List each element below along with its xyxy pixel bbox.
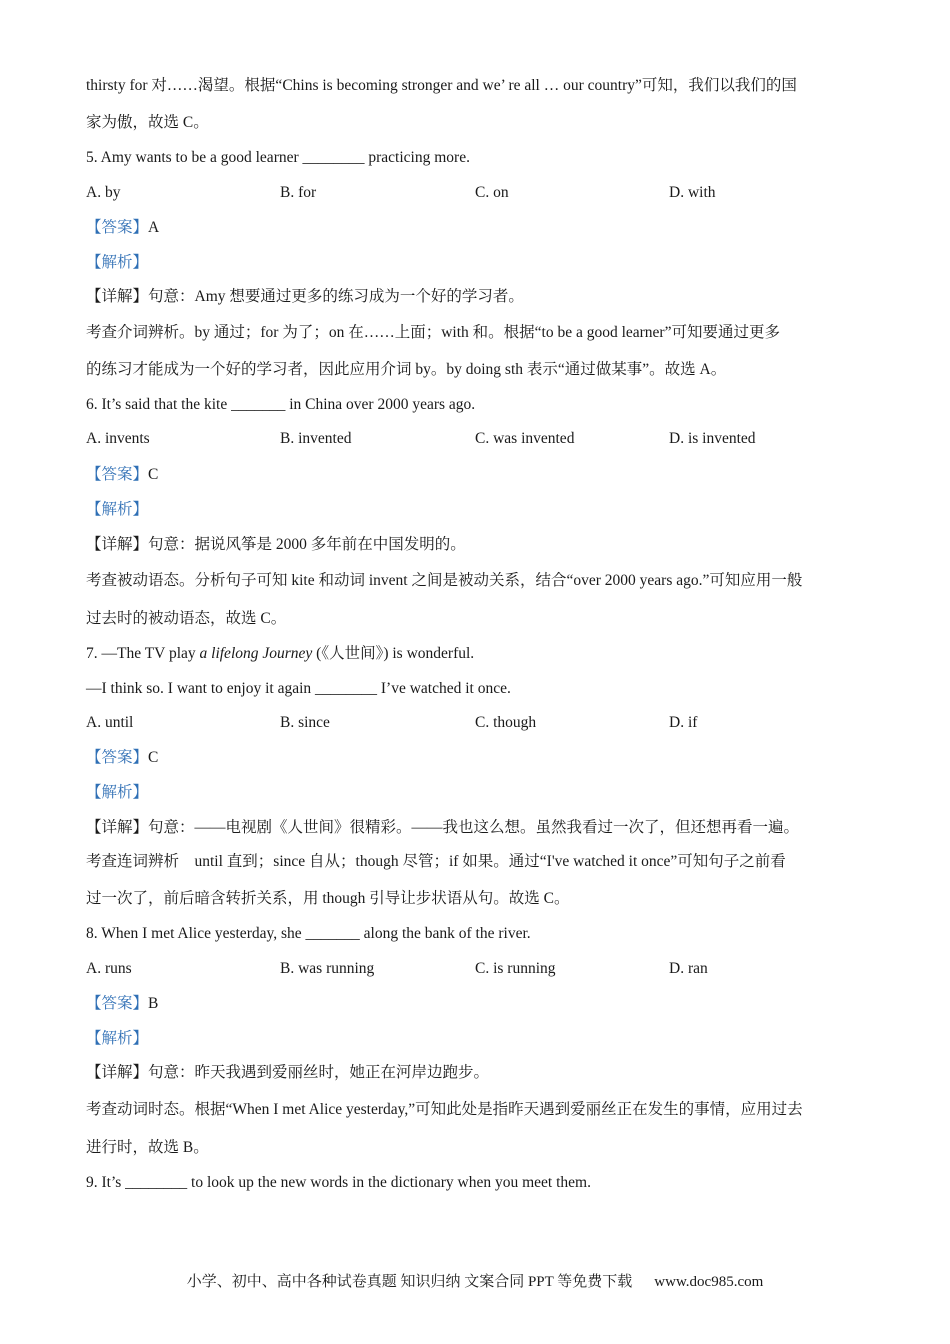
q6-answer-value: C: [148, 466, 159, 483]
q7-answer: [86, 748, 158, 768]
q5-option-d: D. with: [669, 184, 716, 201]
q6-explanation-2: 过去时的被动语态，故选 C。: [86, 610, 287, 627]
q7-explanation-1: 考查连词辨析 until 直到；since 自从；though 尽管；if 如果。通过“I've watched it once”可知句子之前看: [86, 853, 786, 870]
q7-answer-value: C: [148, 749, 159, 766]
detail-label: 【详解】: [86, 288, 149, 305]
q7-stem-pre: 7. —The TV play: [86, 645, 200, 662]
q8-stem: 8. When I met Alice yesterday, she _______ along the bank of the river.: [86, 925, 531, 942]
q7-explanation-2: 过一次了，前后暗含转折关系，用 though 引导让步状语从句。故选 C。: [86, 890, 570, 907]
q5-detail: [86, 287, 524, 307]
q8-explanation-1: 考查动词时态。根据“When I met Alice yesterday,”可知此处是指昨天遇到爱丽丝正在发生的事情，应用过去: [86, 1101, 803, 1118]
q6-detail-text: 句意：据说风筝是 2000 多年前在中国发明的。: [148, 536, 466, 553]
q5-option-b: B. for: [280, 184, 317, 201]
q6-option-b: B. invented: [280, 430, 352, 447]
q6-detail: [86, 535, 466, 555]
q7-option-d: D. if: [669, 714, 698, 731]
q5-stem: 5. Amy wants to be a good learner ________ practicing more.: [86, 149, 470, 166]
page-footer: [0, 1270, 950, 1291]
q9-stem: 9. It’s ________ to look up the new words in the dictionary when you meet them.: [86, 1174, 591, 1191]
q5-option-c: C. on: [475, 184, 509, 201]
detail-label: 【详解】: [86, 1064, 149, 1081]
q7-stem-2: —I think so. I want to enjoy it again ________ I’ve watched it once.: [86, 680, 511, 697]
q6-option-d: D. is invented: [669, 430, 756, 447]
q5-explanation-1: 考查介词辨析。by 通过；for 为了；on 在……上面；with 和。根据“to be a good learner”可知要通过更多: [86, 324, 780, 341]
q5-detail-text: 句意：Amy 想要通过更多的练习成为一个好的学习者。: [148, 288, 524, 305]
q6-answer: [86, 465, 158, 485]
q7-detail: [86, 818, 799, 838]
q8-detail: [86, 1063, 489, 1083]
q8-option-a: A. runs: [86, 960, 132, 977]
q8-options: [86, 959, 876, 979]
q5-analysis-label: 【解析】: [86, 254, 149, 271]
q8-detail-text: 句意：昨天我遇到爱丽丝时，她正在河岸边跑步。: [148, 1064, 490, 1081]
detail-label: 【详解】: [86, 819, 149, 836]
answer-label: 【答案】: [86, 995, 149, 1012]
footer-text: 小学、初中、高中各种试卷真题 知识归纳 文案合同 PPT 等免费下载: [186, 1274, 633, 1290]
q8-option-d: D. ran: [669, 960, 708, 977]
q7-analysis-label: 【解析】: [86, 784, 149, 801]
q6-explanation-1: 考查被动语态。分析句子可知 kite 和动词 invent 之间是被动关系，结合“over 2000 years ago.”可知应用一般: [86, 572, 803, 589]
answer-label: 【答案】: [86, 749, 149, 766]
q6-option-c: C. was invented: [475, 430, 575, 447]
q8-option-c: C. is running: [475, 960, 556, 977]
detail-label: 【详解】: [86, 536, 149, 553]
q5-options: [86, 183, 876, 203]
q7-option-b: B. since: [280, 714, 330, 731]
q5-answer-value: A: [148, 219, 160, 236]
q8-option-b: B. was running: [280, 960, 375, 977]
q8-explanation-2: 进行时，故选 B。: [86, 1139, 209, 1156]
q5-explanation-2: 的练习才能成为一个好的学习者，因此应用介词 by。by doing sth 表示“通过做某事”。故选 A。: [86, 361, 727, 378]
q7-stem: [86, 644, 474, 664]
q7-option-a: A. until: [86, 714, 134, 731]
q6-options: [86, 429, 876, 449]
q7-play-title: a lifelong Journey: [199, 645, 313, 662]
q6-analysis-label: 【解析】: [86, 501, 149, 518]
q8-answer: [86, 994, 158, 1014]
q7-options: [86, 713, 876, 733]
intro-line-2: 家为傲，故选 C。: [86, 114, 209, 131]
q7-detail-text: 句意：——电视剧《人世间》很精彩。——我也这么想。虽然我看过一次了，但还想再看一遍。: [148, 819, 800, 836]
q7-option-c: C. though: [475, 714, 537, 731]
answer-label: 【答案】: [86, 466, 149, 483]
footer-url[interactable]: www.doc985.com: [654, 1274, 764, 1290]
q5-option-a: A. by: [86, 184, 121, 201]
q6-option-a: A. invents: [86, 430, 150, 447]
q8-answer-value: B: [148, 995, 159, 1012]
q5-answer: [86, 218, 159, 238]
q8-analysis-label: 【解析】: [86, 1030, 149, 1047]
q6-stem: 6. It’s said that the kite _______ in China over 2000 years ago.: [86, 396, 476, 413]
q7-stem-post: (《人世间》) is wonderful.: [312, 645, 475, 662]
answer-label: 【答案】: [86, 219, 149, 236]
intro-line-1: thirsty for 对……渴望。根据“Chins is becoming stronger and we’ re all … our country”可知，我们以我们的国: [86, 77, 797, 94]
